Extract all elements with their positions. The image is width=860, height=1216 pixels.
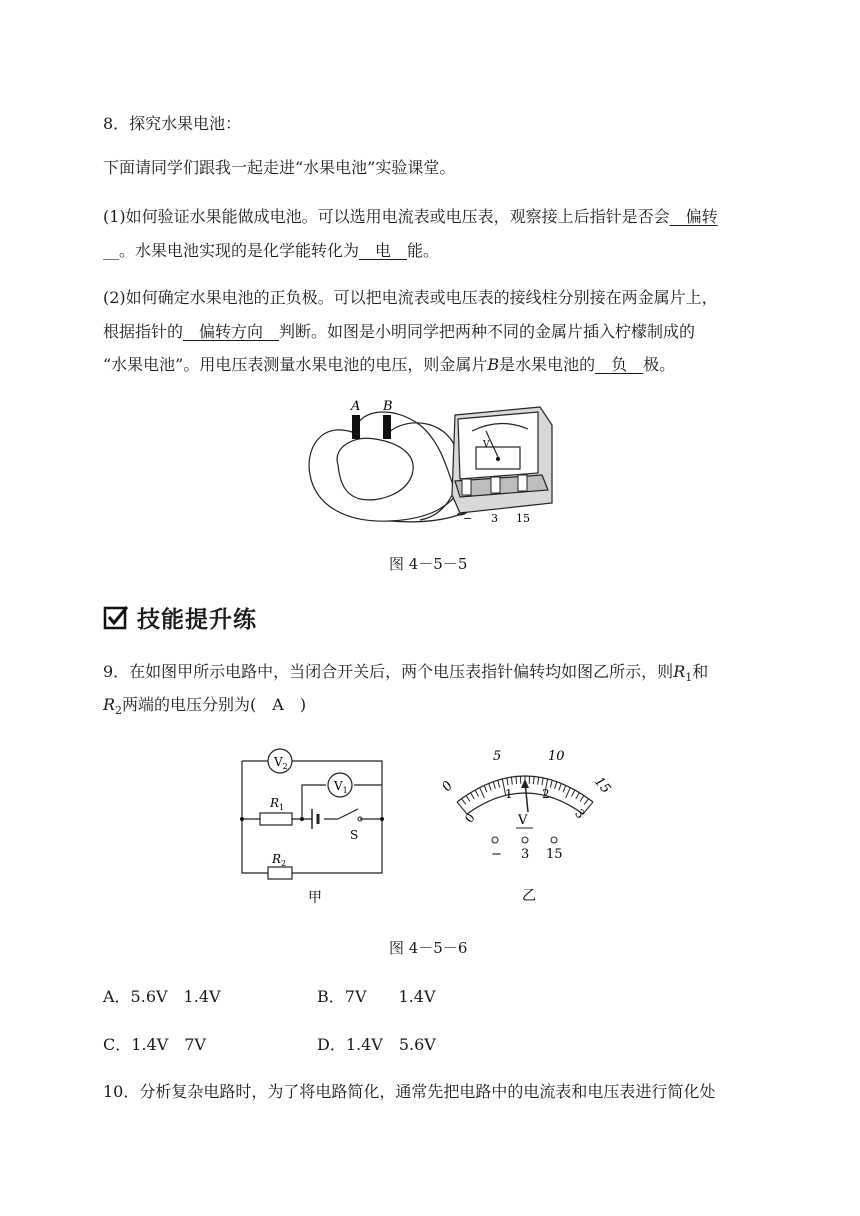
dial-tick	[489, 783, 491, 790]
dial-tick	[493, 782, 495, 789]
q8-part2-text-b: 根据指针的	[103, 322, 184, 341]
q8-part2-text-e: 是水果电池的	[499, 355, 596, 374]
dial-tick	[507, 778, 508, 785]
q8-part2-text-d: “水果电池”。用电压表测量水果电池的电压，则金属片	[103, 355, 488, 374]
fig-4-5-5-caption: 图 4－5－5	[389, 555, 468, 573]
q9-line1	[103, 662, 708, 688]
lemon-outer-outline	[309, 430, 460, 521]
label-r2: $R_2$	[272, 852, 287, 868]
dial-tick	[566, 788, 571, 798]
q8-part1-line2	[103, 241, 439, 261]
dial-tick	[475, 790, 478, 796]
label-jia: 甲	[308, 890, 322, 906]
junction-dot-v1	[300, 817, 304, 821]
q8-answer-direction: __偏转方向__	[183, 322, 280, 341]
q9-text-c: 两端的电压分别为( A )	[122, 695, 307, 714]
label-b: B	[383, 399, 393, 414]
electrode-a	[352, 415, 360, 439]
q8-part1-text-c: 能。	[407, 241, 440, 260]
q8-part1-text-a: (1)如何验证水果能做成电池。可以选用电流表或电压表，观察接上后指针是否会	[103, 207, 670, 226]
q9-text-b: 和	[692, 662, 709, 681]
junction-dot-right	[380, 817, 384, 821]
section-header	[103, 601, 257, 633]
dial-tick	[580, 796, 584, 802]
fig-4-5-6-caption: 图 4－5－6	[389, 939, 468, 957]
terminal-label-15: 15	[546, 847, 563, 862]
label-s: S	[350, 828, 359, 842]
dial-bottom-tick-2: 2	[542, 787, 550, 801]
dial-tick	[516, 776, 517, 784]
q8-var-b: B	[487, 355, 500, 374]
terminal-minus-label: −	[463, 512, 473, 525]
dial-bottom-tick-3: 3	[572, 806, 588, 822]
circuit-diagram-jia	[240, 745, 390, 910]
dial-tick	[559, 783, 561, 790]
terminal-label-minus: −	[491, 847, 502, 862]
label-a: A	[351, 399, 361, 414]
dial-top-tick-0: 0	[439, 778, 457, 795]
q8-part1-line1	[103, 207, 718, 227]
q8-part2-line3	[103, 355, 675, 375]
q9-text-a: 9．在如图甲所示电路中，当闭合开关后，两个电压表指针偏转均如图乙所示，则	[103, 662, 674, 681]
q8-answer-electric: __电__	[359, 241, 408, 260]
q8-part2-text-f: 极。	[643, 355, 676, 374]
dial-tick	[538, 777, 539, 785]
q8-part2-line1: (2)如何确定水果电池的正负极。可以把电流表或电压表的接线柱分别接在两金属片上，	[103, 288, 718, 307]
dial-tick	[511, 777, 512, 785]
q8-answer-negative: __负__	[595, 355, 644, 374]
voltmeter-body	[452, 407, 552, 513]
dial-tick	[550, 780, 552, 787]
fruit-battery-figure	[300, 395, 560, 530]
electrode-b	[383, 415, 391, 439]
dial-v-symbol: V	[518, 813, 528, 828]
dial-tick	[563, 785, 566, 792]
option-a: A．5.6V 1.4V	[103, 987, 221, 1006]
dial-tick	[542, 778, 543, 785]
voltmeter-pivot	[496, 457, 500, 461]
label-v1: $V_1$	[334, 779, 348, 795]
dial-bottom-tick-1: 1	[505, 787, 513, 801]
dial-tick	[498, 780, 500, 787]
q8-title: 8．探究水果电池：	[103, 114, 242, 133]
q9-line2	[103, 695, 306, 721]
q9-r2: R	[103, 695, 116, 714]
dial-top-tick-5: 5	[493, 749, 502, 764]
voltmeter-symbol: V	[483, 440, 490, 450]
q8-intro: 下面请同学们跟我一起走进“水果电池”实验课堂。	[103, 158, 456, 177]
dial-tick	[576, 793, 580, 799]
q8-part2-line2	[103, 322, 695, 342]
dial-tick	[480, 788, 485, 798]
q8-answer-deflect: __偏转	[669, 207, 718, 226]
dial-tick	[466, 796, 470, 802]
lemon-inner-outline	[337, 438, 413, 500]
dial-bottom-tick-0: 0	[462, 810, 478, 826]
q9-r2-sub: 2	[115, 704, 123, 718]
resistor-r1	[260, 813, 292, 825]
section-title: 技能提升练	[137, 606, 257, 633]
junction-dot-left	[240, 817, 244, 821]
dial-tick	[471, 793, 475, 799]
option-b: B．7V 1.4V	[317, 987, 436, 1006]
terminal-dot-minus	[492, 837, 498, 843]
dial-arc-inner	[467, 793, 583, 814]
terminal-label-3: 3	[521, 847, 530, 862]
checkbox-icon	[103, 604, 129, 630]
resistor-r2	[268, 867, 292, 879]
option-c: C．1.4V 7V	[103, 1035, 206, 1054]
label-r1: $R_1$	[270, 796, 285, 812]
dial-tick	[462, 799, 466, 805]
label-v2: $V_2$	[274, 755, 288, 771]
dial-tick	[484, 785, 487, 792]
dial-top-tick-10: 10	[548, 749, 565, 764]
terminal-dot-3	[522, 837, 528, 843]
terminal-15-label: 15	[516, 512, 530, 525]
dial-tick	[533, 776, 534, 784]
dial-tick	[572, 790, 575, 796]
dial-top-tick-15: 15	[591, 774, 614, 797]
q9-r1: R	[673, 662, 686, 681]
q8-part1-text-b: __。水果电池实现的是化学能转化为	[103, 241, 360, 260]
q8-part2-text-c: 判断。如图是小明同学把两种不同的金属片插入柠檬制成的	[279, 322, 696, 341]
option-d: D．1.4V 5.6V	[317, 1035, 436, 1054]
meter-dial-yi	[430, 742, 620, 912]
label-yi: 乙	[522, 888, 536, 904]
switch-s	[338, 809, 358, 819]
q10-line1: 10．分析复杂电路时，为了将电路简化，通常先把电路中的电流表和电压表进行简化处	[103, 1082, 716, 1101]
terminal-dot-15	[551, 837, 557, 843]
dial-tick	[584, 799, 588, 805]
dial-needle-tip	[521, 779, 529, 788]
terminal-3-label: 3	[491, 512, 498, 525]
q9-r1-sub: 1	[685, 671, 693, 685]
dial-tick	[555, 782, 557, 789]
